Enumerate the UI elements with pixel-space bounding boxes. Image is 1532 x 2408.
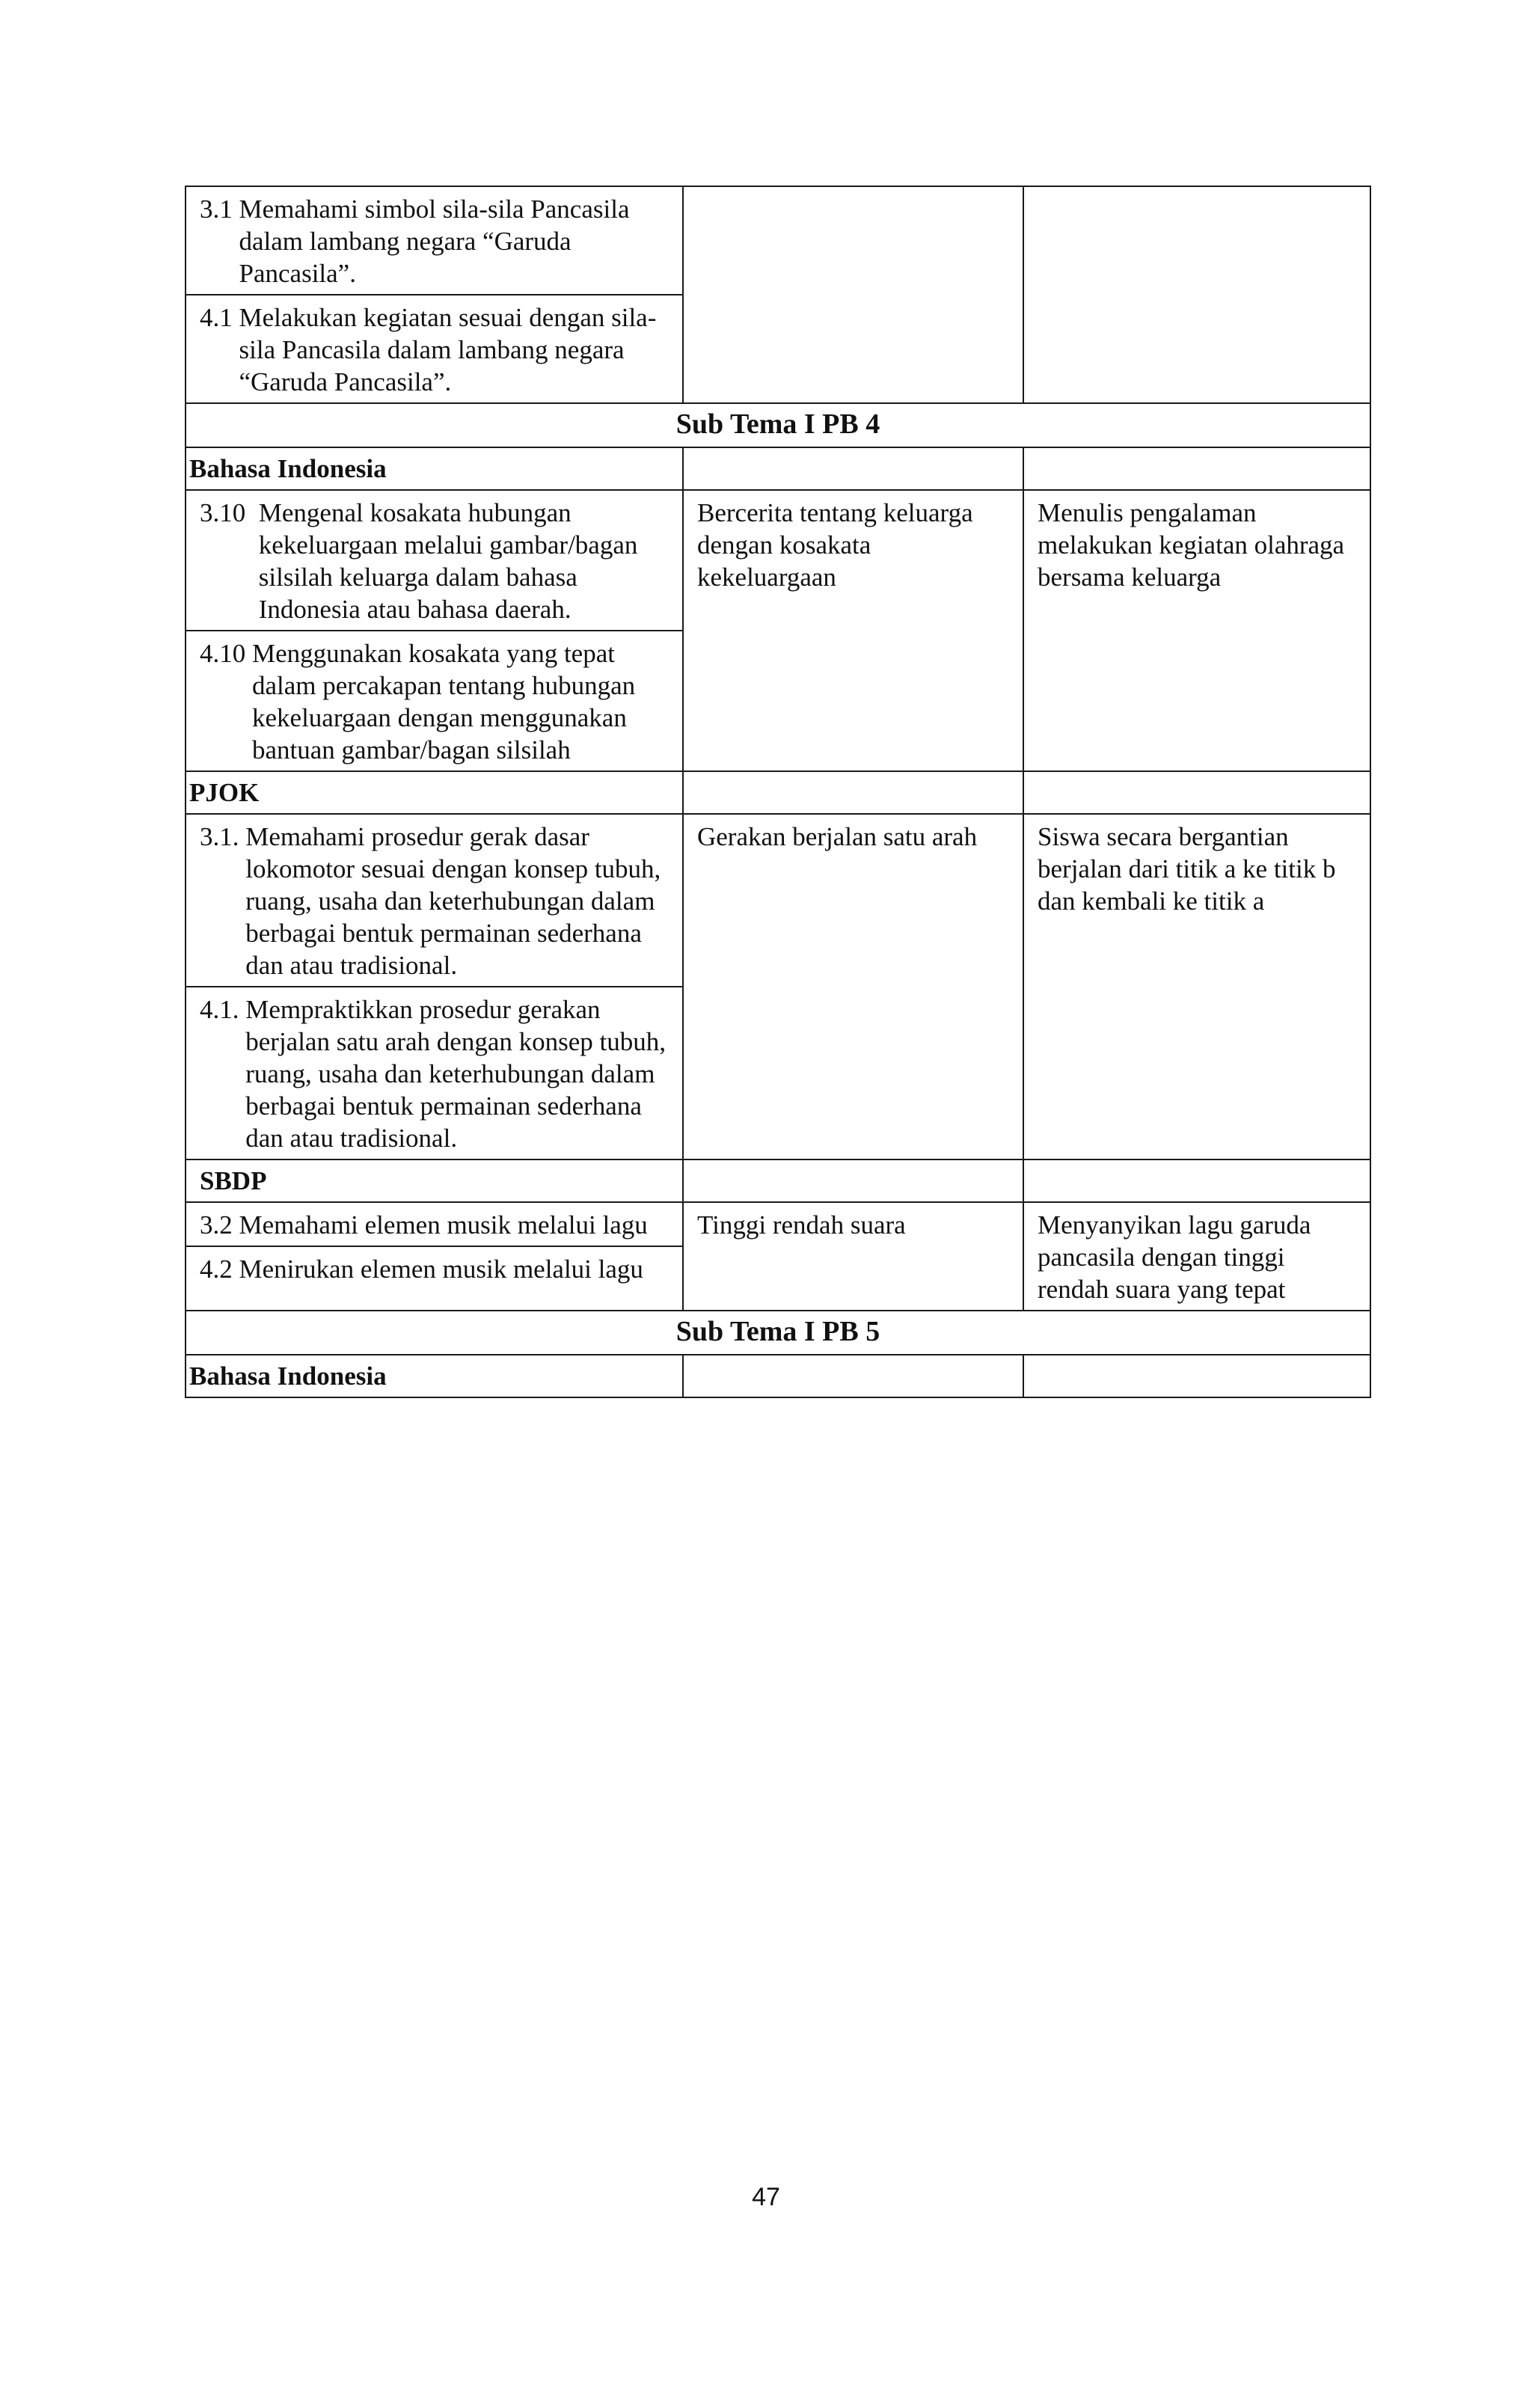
- empty-cell: [683, 771, 1023, 814]
- table-row: [186, 186, 1370, 403]
- kd-number: 3.10: [200, 498, 252, 527]
- table-row: [186, 1355, 1370, 1397]
- page-number: 47: [752, 2183, 780, 2211]
- table-row: [186, 814, 1370, 1159]
- assessment-cell: [1023, 186, 1370, 403]
- table-row: [186, 403, 1370, 447]
- kd-text: Memahami simbol sila-sila Pancasila dalam lambang negara “Garuda Pancasila”.: [239, 194, 630, 288]
- table-row: [186, 1311, 1370, 1355]
- empty-cell: [1023, 771, 1370, 814]
- kd-cell: [186, 1202, 683, 1311]
- kd-text: Menirukan elemen musik melalui lagu: [239, 1254, 643, 1284]
- kd-text: Mengenal kosakata hubungan kekeluargaan melalui gambar/bagan silsilah keluarga dalam bahasa Indonesia atau bahasa daerah.: [258, 498, 638, 624]
- table-row: [186, 771, 1370, 814]
- kd-number: 4.10: [200, 639, 246, 668]
- activity-cell: Tinggi rendah suara: [683, 1202, 1023, 1311]
- kd-item: [186, 491, 682, 631]
- kd-number: 4.1: [200, 303, 233, 332]
- subtheme-heading: Sub Tema I PB 4: [186, 403, 1370, 447]
- empty-cell: [683, 447, 1023, 490]
- table-row: [186, 1159, 1370, 1202]
- kd-cell: [186, 814, 683, 1159]
- kd-number: 3.2: [200, 1210, 233, 1240]
- kd-number: 4.1.: [200, 995, 239, 1024]
- kd-cell: [186, 186, 683, 403]
- kd-item: [186, 631, 682, 771]
- table-row: [186, 447, 1370, 490]
- kd-cell: [186, 490, 683, 771]
- empty-cell: [1023, 1159, 1370, 1202]
- kd-number: 4.2: [200, 1254, 233, 1284]
- kd-item: [186, 815, 682, 987]
- empty-cell: [1023, 1355, 1370, 1397]
- empty-cell: [683, 1355, 1023, 1397]
- assessment-cell: Menyanyikan lagu garuda pancasila dengan tinggi rendah suara yang tepat: [1023, 1202, 1370, 1311]
- subject-heading: PJOK: [186, 771, 683, 814]
- kd-item: [186, 295, 682, 402]
- kd-item: [186, 987, 682, 1159]
- activity-cell: Bercerita tentang keluarga dengan kosakata kekeluargaan: [683, 490, 1023, 771]
- kd-text: Melakukan kegiatan sesuai dengan sila-sila Pancasila dalam lambang negara “Garuda Pancasila”.: [239, 303, 657, 396]
- kd-text: Mempraktikkan prosedur gerakan berjalan satu arah dengan konsep tubuh, ruang, usaha dan keterhubungan dalam berbagai bentuk permainan sederhana dan atau tradisional.: [245, 995, 667, 1153]
- learning-plan-table: [185, 186, 1371, 1398]
- subject-heading: Bahasa Indonesia: [186, 447, 683, 490]
- kd-item: [186, 187, 682, 295]
- assessment-cell: Menulis pengalaman melakukan kegiatan olahraga bersama keluarga: [1023, 490, 1370, 771]
- activity-cell: [683, 186, 1023, 403]
- assessment-cell: Siswa secara bergantian berjalan dari titik a ke titik b dan kembali ke titik a: [1023, 814, 1370, 1159]
- kd-item: [186, 1247, 682, 1290]
- kd-text: Menggunakan kosakata yang tepat dalam percakapan tentang hubungan kekeluargaan dengan menggunakan bantuan gambar/bagan silsilah: [252, 639, 636, 765]
- kd-item: [186, 1203, 682, 1247]
- subtheme-heading: Sub Tema I PB 5: [186, 1311, 1370, 1355]
- kd-text: Memahami elemen musik melalui lagu: [239, 1210, 648, 1240]
- table-row: [186, 1202, 1370, 1311]
- empty-cell: [683, 1159, 1023, 1202]
- subject-heading: SBDP: [186, 1159, 683, 1202]
- kd-number: 3.1.: [200, 822, 239, 851]
- subject-heading: Bahasa Indonesia: [186, 1355, 683, 1397]
- kd-text: Memahami prosedur gerak dasar lokomotor sesuai dengan konsep tubuh, ruang, usaha dan keterhubungan dalam berbagai bentuk permainan sederhana dan atau tradisional.: [245, 822, 661, 980]
- activity-cell: Gerakan berjalan satu arah: [683, 814, 1023, 1159]
- empty-cell: [1023, 447, 1370, 490]
- table-row: [186, 490, 1370, 771]
- kd-number: 3.1: [200, 194, 233, 224]
